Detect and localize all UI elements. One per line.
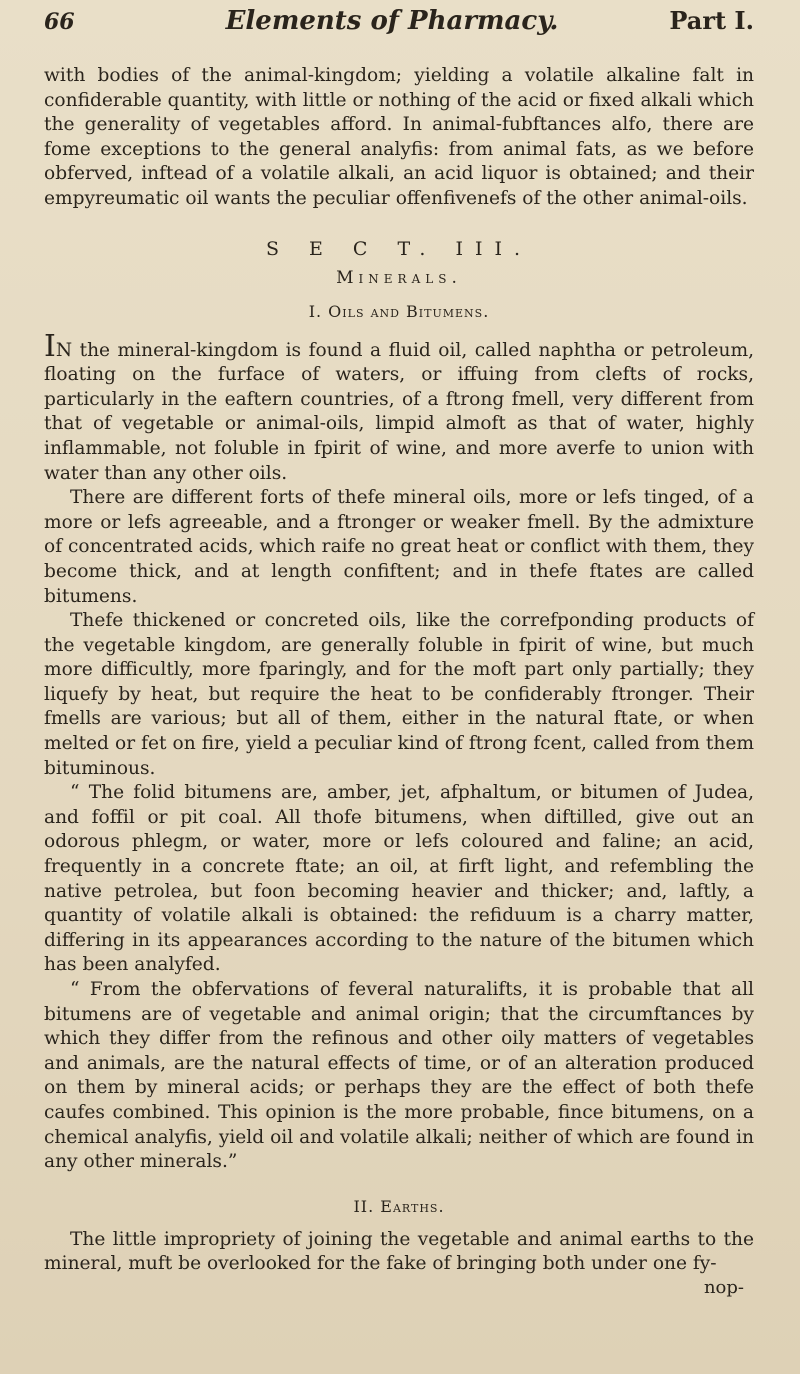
paragraph-naphtha: IN the mineral-kingdom is found a fluid oil, called naphtha or petroleum, floating on the furface of waters, or iffuing from clefts of rocks, particularly in the eaftern countries, of a ftrong fmell, very different from that of vegetable or animal-oils, limpid almoft as that of water, highly inflammable, not foluble in fpirit of wine, and more averfe to union with water than any other oils. — [44, 328, 754, 484]
part-label: Part I. — [669, 6, 754, 35]
intro-paragraph: with bodies of the animal-kingdom; yielding a volatile alkaline falt in confiderable quantity, with little or nothing of the acid or fixed alkali which the generality of vegetables afford. In animal-fubftances alfo, there are fome exceptions to the general analyfis: from animal fats, as we before obferved, inftead of a volatile alkali, an acid liquor is obtained; and their empyreumatic oil wants the peculiar offenfivenefs of the other animal-oils. — [44, 65, 754, 209]
running-header — [44, 0, 754, 54]
page-number: 66 — [44, 9, 75, 35]
catchword: nop- — [703, 1276, 744, 1298]
paragraph-solid-bitumens: “ The folid bitumens are, amber, jet, afphaltum, or bitumen of Judea, and foffil or pit coal. All thofe bitumens, when diftilled, give out an odorous phlegm, or water, more or lefs coloured and faline; an acid, frequently in a concrete ftate; an oil, at firft light, and refembling the native petrolea, but foon becoming heavier and thicker; and, laftly, a quantity of volatile alkali is obtained: the refiduum is a charry matter, differing in its appearances according to the nature of the bitumen which has been analyfed. — [44, 782, 754, 976]
running-title: Elements of Pharmacy. — [225, 6, 559, 36]
paragraph-mineral-oils: There are different forts of thefe mineral oils, more or lefs tinged, of a more or lefs agreeable, and a ftronger or weaker fmell. By the admixture of concentrated acids, which raife no great heat or conflict with them, they become thick, and at length confiftent; and in thefe ftates are called bitumens. — [44, 487, 754, 607]
paragraph-origin-bitumens: “ From the obfervations of feveral naturalifts, it is probable that all bitumens are of vegetable and animal origin; that the circumftances by which they differ from the refinous and other oily matters of vegetables and animals, are the natural effects of time, or of an alteration produced on them by mineral acids; or perhaps they are the effect of both thefe caufes combined. This opinion is the more probable, fince bitumens, on a chemical analyfis, yield oil and volatile alkali; neither of which are found in any other minerals.” — [44, 979, 754, 1173]
paragraph-concreted-oils: Thefe thickened or concreted oils, like the correfponding products of the vegetable kingdom, are generally foluble in fpirit of wine, but much more difficultly, more fparingly, and for the moft part only partially; they liquefy by heat, but require the heat to be confiderably ftronger. Their fmells are various; but all of them, either in the natural ftate, or when melted or fet on fire, yield a peculiar kind of ftrong fcent, called from them bituminous. — [44, 610, 754, 779]
paragraph-earths: The little impropriety of joining the vegetable and animal earths to the mineral, muft be overlooked for the fake of bringing both under one fy- — [44, 1228, 754, 1275]
section-label: S E C T. III. — [265, 237, 533, 260]
heading-oils-bitumens: I. Oils and Bitumens. — [308, 301, 490, 321]
heading-earths: II. Earths. — [353, 1196, 445, 1216]
section-title: Minerals. — [336, 267, 462, 288]
